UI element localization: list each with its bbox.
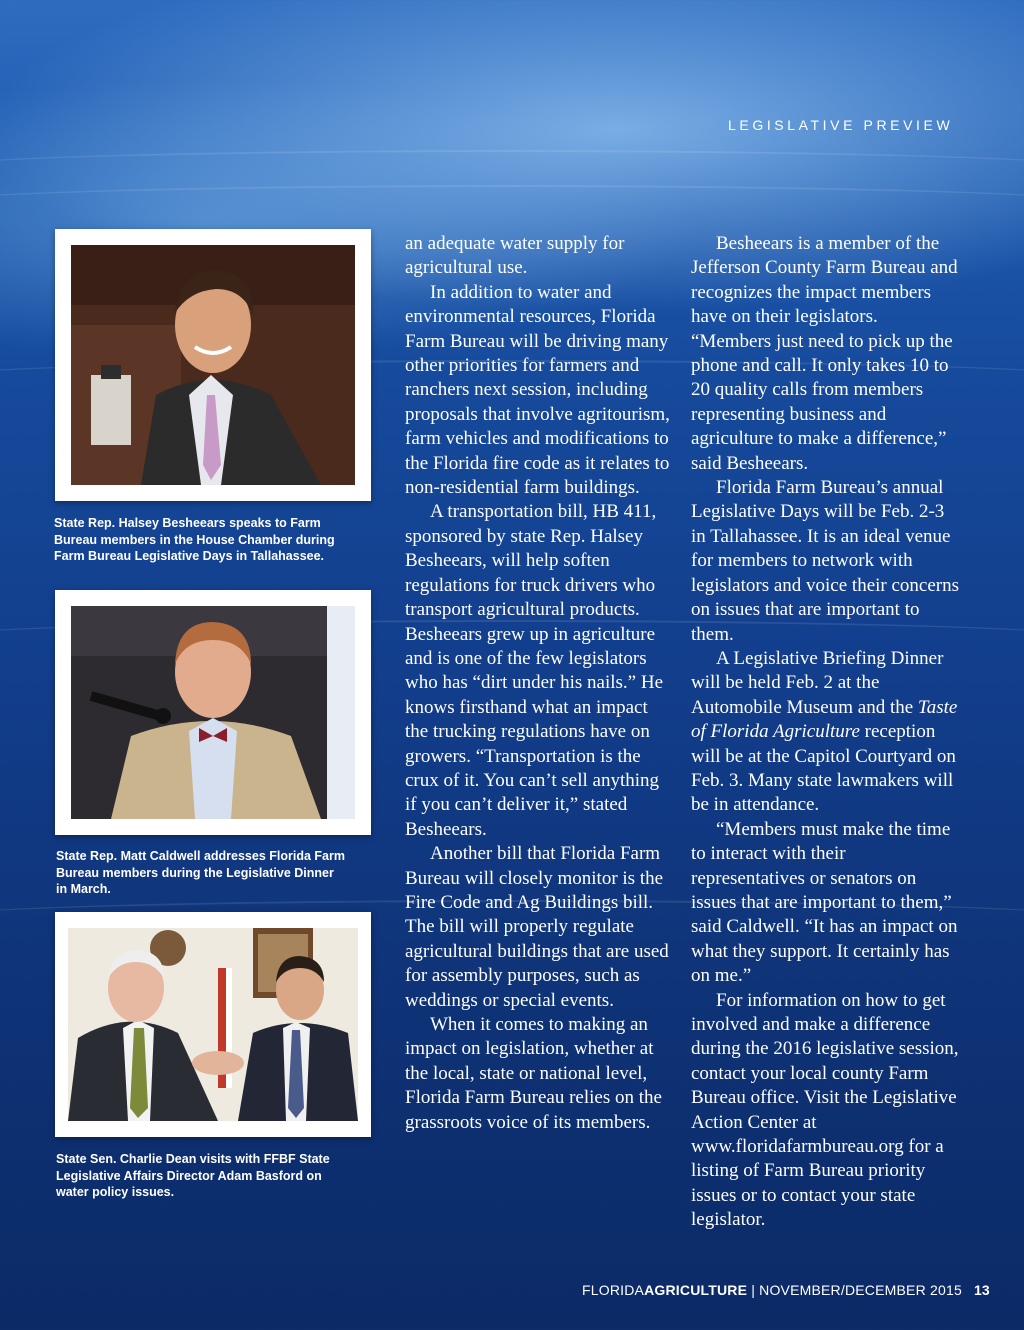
- magazine-name-prefix: FLORIDA: [582, 1282, 645, 1298]
- paragraph: an adequate water supply for agricultural use.: [405, 233, 625, 279]
- paragraph: When it comes to making an impact on legislation, whether at the local, state or national level, Florida Farm Bureau relies on the grassroots voice of its members.: [405, 1014, 662, 1133]
- event-name: Taste of Florida Agriculture: [691, 696, 958, 743]
- photo-caption: State Sen. Charlie Dean visits with FFBF State Legislative Affairs Director Adam Basford on water policy issues.: [56, 1152, 330, 1199]
- page-footer: [582, 1282, 990, 1298]
- two-men-talking-image: [68, 928, 358, 1121]
- man-speaking-image: [71, 245, 355, 485]
- section-label: LEGISLATIVE PREVIEW: [728, 117, 954, 133]
- photo-frame: [55, 590, 371, 835]
- paragraph: A transportation bill, HB 411, sponsored by state Rep. Halsey Besheears, will help soften regulations for truck drivers who transport agricultural products. Besheears grew up in agriculture and is one of the few legislators who has “dirt under his nails.” He knows firsthand what an impact the trucking regulations have on growers. “Transportation is the crux of it. You can’t sell anything if you can’t deliver it,” stated Besheears.: [405, 501, 664, 840]
- paragraph: Besheears is a member of the Jefferson County Farm Bureau and recognizes the impact members have on their legislators. “Members just need to pick up the phone and call. It only takes 10 to 20 quality calls from members representing business and agriculture to make a difference,” said Besheears.: [691, 233, 958, 474]
- photo-caldwell: [71, 606, 355, 819]
- photo-frame: [55, 229, 371, 501]
- article-column-1: [405, 232, 675, 1135]
- photo-frame: [55, 912, 371, 1137]
- paragraph-text: A Legislative Briefing Dinner will be held Feb. 2 at the Automobile Museum and the: [691, 647, 944, 718]
- paragraph: In addition to water and environmental resources, Florida Farm Bureau will be driving many other priorities for farmers and ranchers next session, including proposals that involve agritourism, farm vehicles and modifications to the Florida fire code as it relates to non-residential farm buildings.: [405, 281, 670, 499]
- paragraph: [691, 647, 961, 818]
- paragraph-text: reception will be at the Capitol Courtyard on Feb. 3. Many state lawmakers will be in attendance.: [691, 721, 956, 816]
- photo-caption: State Rep. Matt Caldwell addresses Florida Farm Bureau members during the Legislative Dinner in March.: [56, 849, 345, 896]
- water-ripple: [0, 185, 1024, 227]
- magazine-name: AGRICULTURE: [644, 1282, 748, 1298]
- photo-caption: State Rep. Halsey Besheears speaks to Farm Bureau members in the House Chamber during Farm Bureau Legislative Days in Tallahassee.: [54, 516, 335, 563]
- paragraph: For information on how to get involved and make a difference during the 2016 legislative session, contact your local county Farm Bureau office. Visit the Legislative Action Center at www.floridafarmbureau.org for a listing of Farm Bureau priority issues or to contact your state legislator.: [691, 989, 959, 1231]
- paragraph: Another bill that Florida Farm Bureau will closely monitor is the Fire Code and Ag Buildings bill. The bill will properly regulate agricultural buildings that are used for assembly purposes, such as weddings or special events.: [405, 843, 669, 1011]
- issue-date: | NOVEMBER/DECEMBER 2015: [747, 1282, 962, 1298]
- page-number: 13: [973, 1282, 990, 1298]
- paragraph: Florida Farm Bureau’s annual Legislative Days will be Feb. 2-3 in Tallahassee. It is an ideal venue for members to network with legislators and voice their concerns on issues that are important to them.: [691, 477, 960, 645]
- article-column-2: [691, 232, 961, 1233]
- photo-dean-basford: [68, 928, 358, 1121]
- paragraph: “Members must make the time to interact with their representatives or senators on issues that are important to them,” said Caldwell. “It has an impact on what they support. It certainly has on me.”: [691, 818, 958, 987]
- photo-besheears: [71, 245, 355, 485]
- man-at-microphone-image: [71, 606, 355, 819]
